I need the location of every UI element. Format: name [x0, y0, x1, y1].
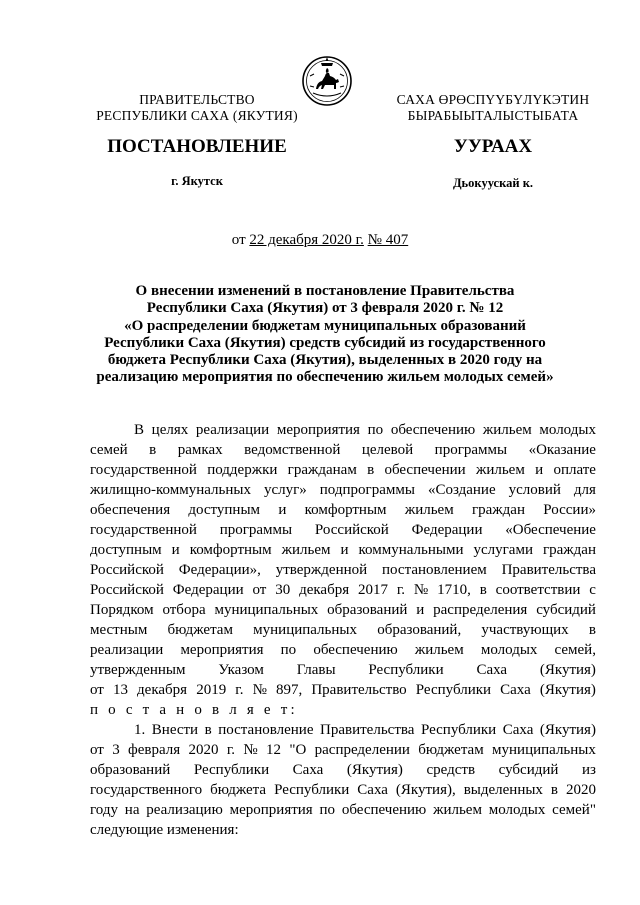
body-word: Главы	[296, 662, 336, 678]
body-word: России»	[543, 502, 596, 518]
body-word: мероприятия	[180, 642, 264, 658]
body-word: Саха	[292, 762, 324, 778]
body-line	[90, 780, 596, 800]
body-word: постановление	[218, 722, 314, 738]
body-word: поддержки	[207, 462, 278, 478]
title-line: бюджета Республики Саха (Якутия), выделенных в 2020 году на	[107, 352, 543, 369]
body-word: Федерации»,	[178, 562, 261, 578]
body-word: мероприятия	[276, 422, 360, 438]
body-word: декабря	[137, 682, 188, 698]
title-line: Республики Саха (Якутия) средств субсидий из государственного	[104, 334, 546, 351]
body-word: 2019	[196, 682, 227, 698]
document-date: 22 декабря 2020 г.	[249, 232, 364, 248]
body-word: государственной	[90, 462, 197, 478]
body-word: Российской	[90, 582, 164, 598]
body-word: утвержденным	[90, 662, 186, 678]
body-word: жильем	[404, 502, 454, 518]
body-line	[90, 680, 596, 700]
body-word: услугами	[473, 542, 533, 558]
body-word: распределении	[314, 742, 410, 758]
issuer-ru	[92, 92, 302, 124]
body-word: 13	[112, 682, 128, 698]
body-word: В	[134, 422, 145, 438]
body-line	[90, 740, 596, 760]
body-word: по	[280, 642, 297, 658]
city-sah: Дьокуускай к.	[452, 176, 534, 190]
body-word: реализации	[195, 422, 270, 438]
body-word: в	[204, 722, 212, 738]
body-word: постановлением	[382, 562, 487, 578]
body-word: жильем	[475, 462, 525, 478]
body-line	[90, 420, 596, 440]
body-word: средств	[426, 762, 476, 778]
body-word: услуг»	[263, 482, 307, 498]
body-word: государственной	[90, 522, 197, 538]
body-word: Внести	[151, 722, 199, 738]
body-word: 1710,	[437, 582, 471, 598]
body-word: доступным	[90, 542, 162, 558]
body-line	[90, 600, 596, 620]
document-body	[90, 420, 596, 840]
body-word: с	[589, 582, 596, 598]
title-line: Республики Саха (Якутия) от 3 февраля 2020 г. № 12	[146, 300, 504, 317]
body-line: следующие изменения:	[90, 822, 239, 838]
body-word: жильем	[433, 802, 482, 818]
body-word: образований	[327, 602, 408, 618]
body-word: молодых	[539, 422, 596, 438]
body-word: жильем	[482, 422, 532, 438]
body-word: Указом	[218, 662, 264, 678]
body-word: обеспечении	[384, 462, 466, 478]
body-word: Республики	[420, 722, 497, 738]
body-word: 2020	[188, 742, 219, 758]
body-line	[90, 580, 596, 600]
body-line	[90, 440, 596, 460]
issuer-ru-line1: ПРАВИТЕЛЬСТВО	[139, 92, 255, 107]
body-word: обеспечению	[390, 422, 476, 438]
body-word: целевой	[361, 442, 414, 458]
body-word: утвержденной	[275, 562, 368, 578]
body-word: и	[340, 542, 349, 558]
body-word: жилищно-коммунальных	[90, 482, 251, 498]
body-word: граждан	[471, 502, 525, 518]
body-word: от	[90, 742, 104, 758]
body-word: от	[90, 682, 104, 698]
body-word: №	[252, 682, 267, 698]
body-word: государственного	[90, 782, 203, 798]
body-word: муниципальных	[253, 622, 357, 638]
body-word: Республики	[274, 782, 350, 798]
body-word: условий	[508, 482, 561, 498]
body-word: обеспечения	[90, 502, 171, 518]
body-word: в	[588, 622, 596, 638]
body-word: гражданам	[287, 462, 357, 478]
issuer-sah-line2: БЫРАБЫЫТАЛЫСТЫБАТА	[407, 108, 579, 123]
body-line	[90, 500, 596, 520]
issuer-sah-line1: САХА ӨРӨСПҮҮБҮЛҮКЭТИН	[396, 92, 590, 107]
body-word: «Оказание	[528, 442, 596, 458]
body-word: распределения	[433, 602, 528, 618]
body-word: оплате	[553, 462, 596, 478]
body-word: Республики	[415, 682, 492, 698]
date-prefix: от	[231, 232, 246, 248]
title-line: реализацию мероприятия по обеспечению жильем молодых семей»	[96, 369, 554, 386]
body-word: (Якутия)	[539, 662, 596, 678]
body-word: (Якутия),	[395, 782, 456, 798]
issuer-ru-line2: РЕСПУБЛИКИ САХА (ЯКУТИЯ)	[96, 108, 298, 123]
body-word: 1.	[134, 722, 146, 738]
body-word: соответствии	[495, 582, 581, 598]
issuer-sah	[388, 92, 598, 124]
body-word: Правительства	[320, 722, 415, 738]
body-line	[90, 720, 596, 740]
body-word: 3	[112, 742, 120, 758]
body-line	[90, 760, 596, 780]
body-word: молодых	[480, 642, 538, 658]
title-line: О внесении изменений в постановление Правительства	[135, 283, 515, 299]
coat-of-arms-icon	[301, 52, 353, 110]
body-word: (Якутия)	[346, 762, 403, 778]
body-word: бюджетам	[418, 742, 484, 758]
body-word: Порядком	[90, 602, 154, 618]
body-word: реализацию	[146, 802, 223, 818]
body-word: Саха	[476, 662, 508, 678]
body-word: Российской	[314, 522, 389, 538]
body-word: Российской	[90, 562, 164, 578]
body-word: Республики	[193, 762, 270, 778]
document-title	[80, 283, 570, 387]
body-word: Республики	[368, 662, 444, 678]
body-word: 2017	[357, 582, 388, 598]
body-word: «Создание	[427, 482, 496, 498]
body-word: №	[413, 582, 429, 598]
title-line: «О распределении бюджетам муниципальных образований	[124, 317, 526, 334]
body-word: "О	[289, 742, 307, 758]
body-word: в	[550, 782, 559, 798]
body-word: выделенных	[463, 782, 543, 798]
body-line	[90, 800, 596, 820]
city-ru: г. Якутск	[171, 174, 223, 188]
body-word: 2020	[566, 782, 596, 798]
body-word: муниципальных	[214, 602, 319, 618]
body-word: ведомственной	[244, 442, 341, 458]
body-word: программы	[434, 442, 508, 458]
body-word: и	[171, 542, 180, 558]
body-line	[90, 640, 596, 660]
body-word: в	[367, 462, 375, 478]
body-word: для	[573, 482, 596, 498]
body-word: подпрограммы	[319, 482, 415, 498]
body-word: «Обеспечение	[505, 522, 596, 538]
body-line: п о с т а н о в л я е т:	[90, 702, 298, 718]
body-word: бюджета	[210, 782, 267, 798]
body-word: Правительства	[501, 562, 596, 578]
body-word: 12	[266, 742, 281, 758]
body-line	[90, 620, 596, 640]
body-word: от	[252, 582, 267, 598]
body-word: местным	[90, 622, 148, 638]
body-word: мероприятия	[229, 802, 313, 818]
body-word: 897,	[276, 682, 303, 698]
body-word: реализации	[90, 642, 164, 658]
body-word: г.	[226, 742, 236, 758]
body-word: в	[479, 582, 487, 598]
body-word: отбора	[162, 602, 206, 618]
body-word: семей,	[554, 642, 596, 658]
date-line	[0, 232, 640, 249]
body-word: г.	[396, 582, 406, 598]
body-word: из	[581, 762, 596, 778]
body-word: образований,	[377, 622, 462, 638]
body-word: субсидий	[498, 762, 559, 778]
body-word: жильем	[281, 542, 331, 558]
body-word: по	[367, 422, 384, 438]
body-word: комфортным	[304, 502, 387, 518]
body-word: Саха	[502, 722, 534, 738]
body-word: коммунальными	[358, 542, 464, 558]
body-word: году	[90, 802, 118, 818]
body-line	[90, 660, 596, 680]
body-word: и	[416, 602, 425, 618]
body-word: обеспечению	[313, 642, 398, 658]
body-word: (Якутия)	[539, 682, 596, 698]
body-word: субсидий	[536, 602, 596, 618]
body-word: 30	[275, 582, 291, 598]
body-word: молодых	[488, 802, 546, 818]
body-word: муниципальных	[492, 742, 596, 758]
body-line	[90, 540, 596, 560]
body-line	[90, 480, 596, 500]
body-line	[90, 520, 596, 540]
body-word: №	[243, 742, 258, 758]
body-line	[90, 460, 596, 480]
body-word: целях	[151, 422, 189, 438]
body-word: по	[319, 802, 336, 818]
body-word: Федерации	[411, 522, 483, 538]
body-word: в	[149, 442, 157, 458]
body-word: бюджетам	[167, 622, 233, 638]
body-word: и	[535, 462, 544, 478]
body-word: и	[278, 502, 287, 518]
body-word: г.	[235, 682, 244, 698]
body-word: обеспечению	[341, 802, 427, 818]
body-word: комфортным	[189, 542, 272, 558]
body-word: доступным	[188, 502, 261, 518]
body-word: образований	[90, 762, 171, 778]
body-word: программы	[219, 522, 293, 538]
body-word: Саха	[500, 682, 531, 698]
body-line	[90, 560, 596, 580]
document-number: № 407	[367, 232, 409, 248]
body-word: Федерации	[172, 582, 244, 598]
body-word: февраля	[128, 742, 181, 758]
body-word: рамках	[177, 442, 223, 458]
body-word: декабря	[299, 582, 350, 598]
body-word: семей"	[552, 802, 596, 818]
body-word: (Якутия)	[539, 722, 596, 738]
body-word: на	[124, 802, 140, 818]
doc-type-ru: ПОСТАНОВЛЕНИЕ	[107, 136, 287, 157]
body-word: жильем	[414, 642, 464, 658]
body-word: граждан	[543, 542, 596, 558]
body-word: участвующих	[481, 622, 569, 638]
body-word: Саха	[357, 782, 388, 798]
body-word: семей	[90, 442, 128, 458]
body-word: Правительство	[311, 682, 407, 698]
doc-type-sah: УУРААХ	[453, 136, 533, 157]
